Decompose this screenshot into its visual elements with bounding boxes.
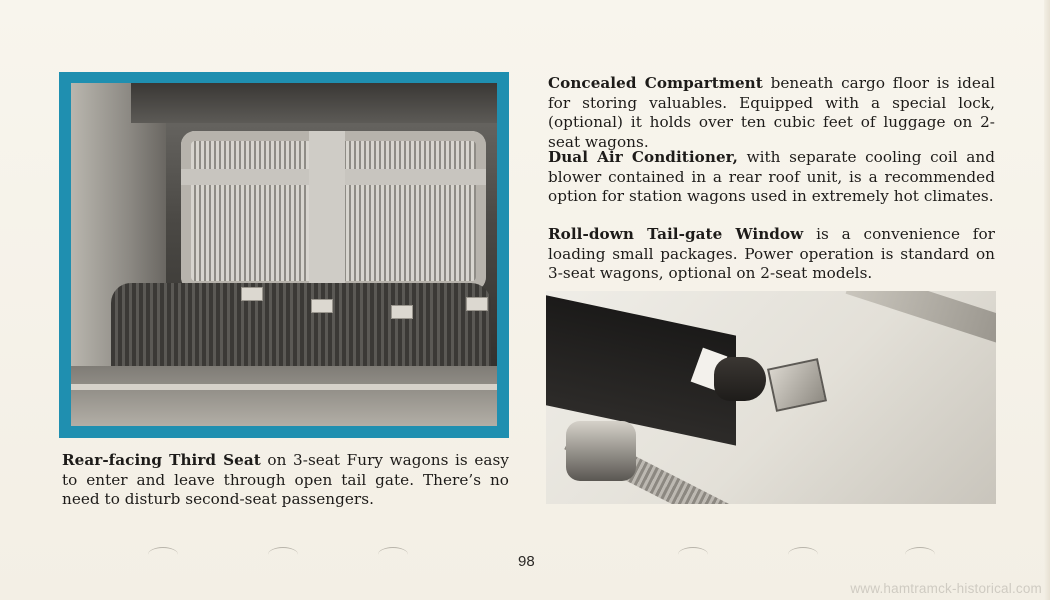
seat-belt-buckle	[311, 299, 333, 313]
dual-air-conditioner-section	[548, 148, 995, 207]
roll-down-window-section	[548, 225, 995, 284]
binder-hole	[678, 547, 708, 562]
seat-belt-buckle	[466, 297, 488, 311]
binder-hole	[268, 547, 298, 562]
tailgate-lock	[767, 358, 827, 412]
section-lead: Concealed Compartment	[548, 74, 763, 92]
seat-back-divider	[309, 131, 345, 291]
third-seat-caption	[62, 451, 509, 510]
rear-facing-seat-photo	[71, 83, 497, 426]
page-number: 98	[518, 553, 535, 570]
caption-text: on 3-seat Fury wagons is easy to enter and leave through open tail gate. There’s no need to disturb second-seat passengers.	[62, 451, 509, 508]
section-text: is a convenience for loading small packages. Power operation is standard on 3-seat wagons, optional on 2-seat models.	[548, 225, 995, 282]
tailgate-handle	[566, 421, 636, 481]
caption-lead: Rear-facing Third Seat	[62, 451, 261, 469]
third-seat-photo-frame	[59, 72, 509, 438]
floor-rail	[71, 384, 497, 390]
concealed-compartment-section	[548, 74, 995, 152]
watermark: www.hamtramck-historical.com	[850, 581, 1042, 596]
binder-hole	[788, 547, 818, 562]
section-text: beneath cargo floor is ideal for storing valuables. Equipped with a special lock, (optional) it holds over ten cubic feet of luggage on 2-seat wagons.	[548, 74, 995, 151]
seat-belt-buckle	[241, 287, 263, 301]
page-edge	[1044, 0, 1050, 600]
cargo-floor	[71, 366, 497, 426]
hand	[714, 357, 766, 401]
interior-roof	[131, 83, 497, 123]
seat-cushion	[111, 283, 491, 378]
seat-belt-buckle	[391, 305, 413, 319]
tailgate-lock-photo	[546, 291, 996, 504]
tailgate-edge	[846, 291, 996, 343]
section-text: with separate cooling coil and blower contained in a rear roof unit, is a recommended option for station wagons used in extremely hot climates.	[548, 148, 995, 205]
binder-hole	[378, 547, 408, 562]
binder-hole	[148, 547, 178, 562]
binder-hole	[905, 547, 935, 562]
section-lead: Dual Air Conditioner,	[548, 148, 738, 166]
section-lead: Roll-down Tail-gate Window	[548, 225, 804, 243]
seat-back	[181, 131, 486, 291]
